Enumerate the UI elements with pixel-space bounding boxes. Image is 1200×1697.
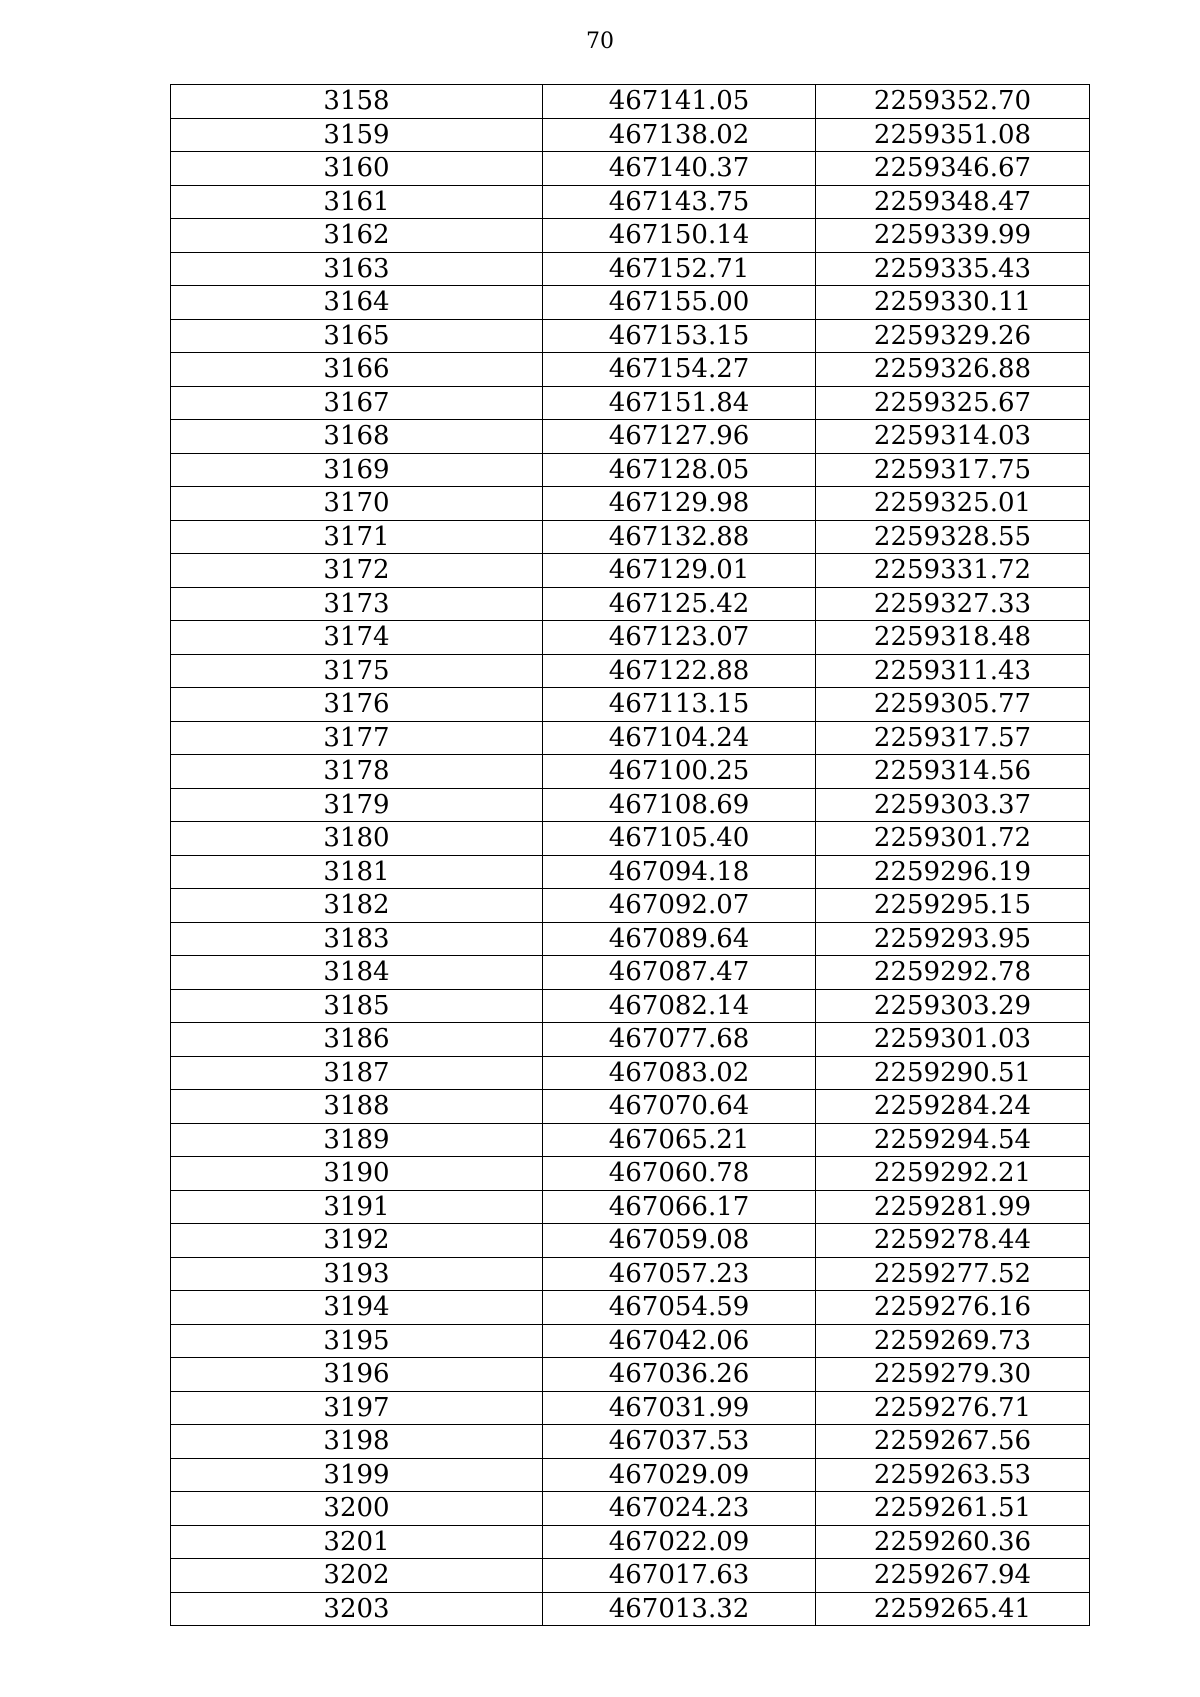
page-number: 70 [586,29,614,54]
point-number-cell: 3183 [171,922,543,956]
x-coordinate-cell: 467054.59 [543,1291,816,1325]
x-coordinate-cell: 467024.23 [543,1492,816,1526]
x-coordinate-cell: 467123.07 [543,621,816,655]
table-row [171,1324,1090,1358]
y-coordinate-cell: 2259292.21 [816,1157,1090,1191]
x-coordinate-cell: 467031.99 [543,1391,816,1425]
point-number-cell: 3202 [171,1559,543,1593]
point-number-cell: 3170 [171,487,543,521]
x-coordinate-cell: 467113.15 [543,688,816,722]
y-coordinate-cell: 2259296.19 [816,855,1090,889]
x-coordinate-cell: 467077.68 [543,1023,816,1057]
point-number-cell: 3194 [171,1291,543,1325]
point-number-cell: 3178 [171,755,543,789]
x-coordinate-cell: 467105.40 [543,822,816,856]
x-coordinate-cell: 467087.47 [543,956,816,990]
y-coordinate-cell: 2259295.15 [816,889,1090,923]
point-number-cell: 3199 [171,1458,543,1492]
point-number-cell: 3187 [171,1056,543,1090]
table-row [171,353,1090,387]
table-row [171,1056,1090,1090]
y-coordinate-cell: 2259293.95 [816,922,1090,956]
y-coordinate-cell: 2259278.44 [816,1224,1090,1258]
x-coordinate-cell: 467155.00 [543,286,816,320]
table-row [171,1492,1090,1526]
x-coordinate-cell: 467122.88 [543,654,816,688]
table-row [171,989,1090,1023]
x-coordinate-cell: 467104.24 [543,721,816,755]
y-coordinate-cell: 2259327.33 [816,587,1090,621]
point-number-cell: 3201 [171,1525,543,1559]
y-coordinate-cell: 2259303.37 [816,788,1090,822]
table-row [171,1023,1090,1057]
x-coordinate-cell: 467037.53 [543,1425,816,1459]
point-number-cell: 3158 [171,85,543,119]
table-row [171,1123,1090,1157]
table-row [171,688,1090,722]
point-number-cell: 3165 [171,319,543,353]
x-coordinate-cell: 467066.17 [543,1190,816,1224]
point-number-cell: 3159 [171,118,543,152]
table-row [171,386,1090,420]
y-coordinate-cell: 2259267.56 [816,1425,1090,1459]
x-coordinate-cell: 467138.02 [543,118,816,152]
point-number-cell: 3167 [171,386,543,420]
table-row [171,956,1090,990]
point-number-cell: 3164 [171,286,543,320]
x-coordinate-cell: 467132.88 [543,520,816,554]
table-row [171,453,1090,487]
point-number-cell: 3198 [171,1425,543,1459]
table-row [171,1291,1090,1325]
point-number-cell: 3200 [171,1492,543,1526]
table-row [171,1425,1090,1459]
y-coordinate-cell: 2259276.71 [816,1391,1090,1425]
y-coordinate-cell: 2259305.77 [816,688,1090,722]
x-coordinate-cell: 467013.32 [543,1592,816,1626]
y-coordinate-cell: 2259281.99 [816,1190,1090,1224]
point-number-cell: 3179 [171,788,543,822]
y-coordinate-cell: 2259269.73 [816,1324,1090,1358]
x-coordinate-cell: 467154.27 [543,353,816,387]
y-coordinate-cell: 2259290.51 [816,1056,1090,1090]
table-row [171,855,1090,889]
table-row [171,252,1090,286]
table-row [171,1559,1090,1593]
table-row [171,520,1090,554]
table-row [171,319,1090,353]
point-number-cell: 3197 [171,1391,543,1425]
coordinates-table [170,84,1090,1626]
x-coordinate-cell: 467059.08 [543,1224,816,1258]
table-row [171,487,1090,521]
point-number-cell: 3192 [171,1224,543,1258]
y-coordinate-cell: 2259292.78 [816,956,1090,990]
x-coordinate-cell: 467057.23 [543,1257,816,1291]
point-number-cell: 3168 [171,420,543,454]
y-coordinate-cell: 2259301.03 [816,1023,1090,1057]
x-coordinate-cell: 467125.42 [543,587,816,621]
point-number-cell: 3195 [171,1324,543,1358]
table-row [171,1257,1090,1291]
x-coordinate-cell: 467022.09 [543,1525,816,1559]
point-number-cell: 3171 [171,520,543,554]
point-number-cell: 3169 [171,453,543,487]
table-row [171,922,1090,956]
point-number-cell: 3188 [171,1090,543,1124]
point-number-cell: 3185 [171,989,543,1023]
y-coordinate-cell: 2259317.57 [816,721,1090,755]
table-row [171,822,1090,856]
table-row [171,1592,1090,1626]
x-coordinate-cell: 467089.64 [543,922,816,956]
point-number-cell: 3162 [171,219,543,253]
x-coordinate-cell: 467042.06 [543,1324,816,1358]
y-coordinate-cell: 2259301.72 [816,822,1090,856]
y-coordinate-cell: 2259351.08 [816,118,1090,152]
table-row [171,755,1090,789]
x-coordinate-cell: 467070.64 [543,1090,816,1124]
table-row [171,286,1090,320]
y-coordinate-cell: 2259294.54 [816,1123,1090,1157]
point-number-cell: 3191 [171,1190,543,1224]
point-number-cell: 3175 [171,654,543,688]
y-coordinate-cell: 2259339.99 [816,219,1090,253]
point-number-cell: 3180 [171,822,543,856]
x-coordinate-cell: 467140.37 [543,152,816,186]
point-number-cell: 3163 [171,252,543,286]
table-row [171,219,1090,253]
y-coordinate-cell: 2259276.16 [816,1291,1090,1325]
point-number-cell: 3174 [171,621,543,655]
point-number-cell: 3182 [171,889,543,923]
x-coordinate-cell: 467082.14 [543,989,816,1023]
point-number-cell: 3203 [171,1592,543,1626]
x-coordinate-cell: 467129.01 [543,554,816,588]
point-number-cell: 3193 [171,1257,543,1291]
y-coordinate-cell: 2259279.30 [816,1358,1090,1392]
x-coordinate-cell: 467127.96 [543,420,816,454]
x-coordinate-cell: 467100.25 [543,755,816,789]
y-coordinate-cell: 2259317.75 [816,453,1090,487]
point-number-cell: 3172 [171,554,543,588]
point-number-cell: 3186 [171,1023,543,1057]
x-coordinate-cell: 467036.26 [543,1358,816,1392]
point-number-cell: 3166 [171,353,543,387]
table-row [171,1190,1090,1224]
table-row [171,118,1090,152]
y-coordinate-cell: 2259328.55 [816,520,1090,554]
point-number-cell: 3173 [171,587,543,621]
table-row [171,1391,1090,1425]
table-row [171,1525,1090,1559]
table-row [171,554,1090,588]
x-coordinate-cell: 467143.75 [543,185,816,219]
table-row [171,1224,1090,1258]
y-coordinate-cell: 2259329.26 [816,319,1090,353]
point-number-cell: 3189 [171,1123,543,1157]
table-row [171,587,1090,621]
table-row [171,889,1090,923]
x-coordinate-cell: 467152.71 [543,252,816,286]
table-row [171,1157,1090,1191]
x-coordinate-cell: 467083.02 [543,1056,816,1090]
table-row [171,1458,1090,1492]
x-coordinate-cell: 467150.14 [543,219,816,253]
x-coordinate-cell: 467153.15 [543,319,816,353]
y-coordinate-cell: 2259284.24 [816,1090,1090,1124]
table-row [171,1358,1090,1392]
table-row [171,152,1090,186]
point-number-cell: 3177 [171,721,543,755]
x-coordinate-cell: 467128.05 [543,453,816,487]
y-coordinate-cell: 2259346.67 [816,152,1090,186]
x-coordinate-cell: 467094.18 [543,855,816,889]
y-coordinate-cell: 2259330.11 [816,286,1090,320]
point-number-cell: 3181 [171,855,543,889]
x-coordinate-cell: 467108.69 [543,788,816,822]
table-row [171,621,1090,655]
y-coordinate-cell: 2259326.88 [816,353,1090,387]
y-coordinate-cell: 2259352.70 [816,85,1090,119]
point-number-cell: 3176 [171,688,543,722]
y-coordinate-cell: 2259325.67 [816,386,1090,420]
y-coordinate-cell: 2259267.94 [816,1559,1090,1593]
point-number-cell: 3196 [171,1358,543,1392]
point-number-cell: 3190 [171,1157,543,1191]
y-coordinate-cell: 2259311.43 [816,654,1090,688]
x-coordinate-cell: 467092.07 [543,889,816,923]
table-row [171,420,1090,454]
table-row [171,85,1090,119]
y-coordinate-cell: 2259325.01 [816,487,1090,521]
point-number-cell: 3184 [171,956,543,990]
table-row [171,788,1090,822]
y-coordinate-cell: 2259348.47 [816,185,1090,219]
y-coordinate-cell: 2259314.56 [816,755,1090,789]
y-coordinate-cell: 2259331.72 [816,554,1090,588]
y-coordinate-cell: 2259277.52 [816,1257,1090,1291]
coordinates-table-body [171,85,1090,1626]
y-coordinate-cell: 2259265.41 [816,1592,1090,1626]
table-row [171,721,1090,755]
table-row [171,654,1090,688]
y-coordinate-cell: 2259261.51 [816,1492,1090,1526]
x-coordinate-cell: 467141.05 [543,85,816,119]
point-number-cell: 3160 [171,152,543,186]
table-row [171,1090,1090,1124]
y-coordinate-cell: 2259318.48 [816,621,1090,655]
x-coordinate-cell: 467129.98 [543,487,816,521]
x-coordinate-cell: 467065.21 [543,1123,816,1157]
x-coordinate-cell: 467151.84 [543,386,816,420]
x-coordinate-cell: 467029.09 [543,1458,816,1492]
x-coordinate-cell: 467060.78 [543,1157,816,1191]
point-number-cell: 3161 [171,185,543,219]
y-coordinate-cell: 2259314.03 [816,420,1090,454]
y-coordinate-cell: 2259335.43 [816,252,1090,286]
y-coordinate-cell: 2259303.29 [816,989,1090,1023]
x-coordinate-cell: 467017.63 [543,1559,816,1593]
table-row [171,185,1090,219]
y-coordinate-cell: 2259260.36 [816,1525,1090,1559]
y-coordinate-cell: 2259263.53 [816,1458,1090,1492]
